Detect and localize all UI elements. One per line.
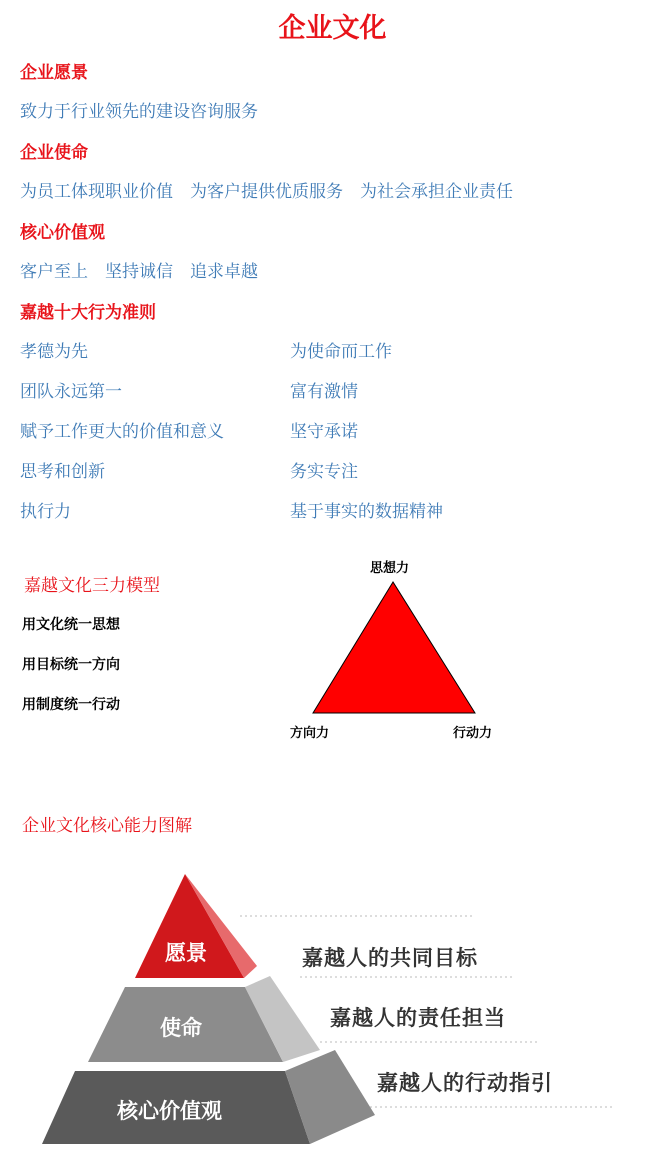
rule-item: 富有激情: [290, 382, 358, 402]
pyramid-desc-mission: 嘉越人的责任担当: [330, 1006, 506, 1030]
three-force-triangle: [300, 572, 490, 722]
pyramid-desc-core-values: 嘉越人的行动指引: [377, 1071, 553, 1095]
vision-heading: 企业愿景: [20, 63, 88, 83]
mission-item: 为社会承担企业责任: [360, 182, 513, 202]
value-item: 客户至上: [20, 262, 88, 282]
triangle-label-right: 行动力: [453, 726, 493, 741]
pyramid-desc-vision: 嘉越人的共同目标: [302, 946, 478, 970]
rule-item: 基于事实的数据精神: [290, 502, 443, 522]
mission-heading: 企业使命: [20, 143, 88, 163]
vision-text: 致力于行业领先的建设咨询服务: [20, 102, 258, 122]
rule-item: 执行力: [20, 502, 71, 522]
rule-item: 坚守承诺: [290, 422, 358, 442]
rule-item: 赋予工作更大的价值和意义: [20, 422, 224, 442]
model-item: 用制度统一行动: [22, 697, 120, 713]
rule-item: 团队永远第一: [20, 382, 122, 402]
mission-item: 为员工体现职业价值: [20, 182, 173, 202]
rule-item: 孝德为先: [20, 342, 88, 362]
mission-list: [20, 177, 530, 202]
pyramid-label-core-values: 核心价值观: [117, 1099, 222, 1123]
values-list: [20, 257, 275, 282]
mission-item: 为客户提供优质服务: [190, 182, 343, 202]
triangle-shape: [313, 582, 475, 713]
rule-item: 为使命而工作: [290, 342, 392, 362]
model-item: 用目标统一方向: [22, 657, 120, 673]
values-heading: 核心价值观: [20, 223, 105, 243]
value-item: 追求卓越: [190, 262, 258, 282]
rules-heading: 嘉越十大行为准则: [20, 303, 156, 323]
triangle-label-left: 方向力: [290, 726, 330, 741]
value-item: 坚持诚信: [105, 262, 173, 282]
pyramid-label-vision: 愿景: [165, 941, 207, 965]
model-title: 嘉越文化三力模型: [24, 576, 160, 596]
pyramid-label-mission: 使命: [160, 1016, 202, 1040]
triangle-label-top: 思想力: [370, 561, 410, 576]
model-item: 用文化统一思想: [22, 617, 120, 633]
core-title: 企业文化核心能力图解: [22, 816, 192, 836]
page-title: 企业文化: [278, 13, 387, 44]
rule-item: 务实专注: [290, 462, 358, 482]
rule-item: 思考和创新: [20, 462, 105, 482]
